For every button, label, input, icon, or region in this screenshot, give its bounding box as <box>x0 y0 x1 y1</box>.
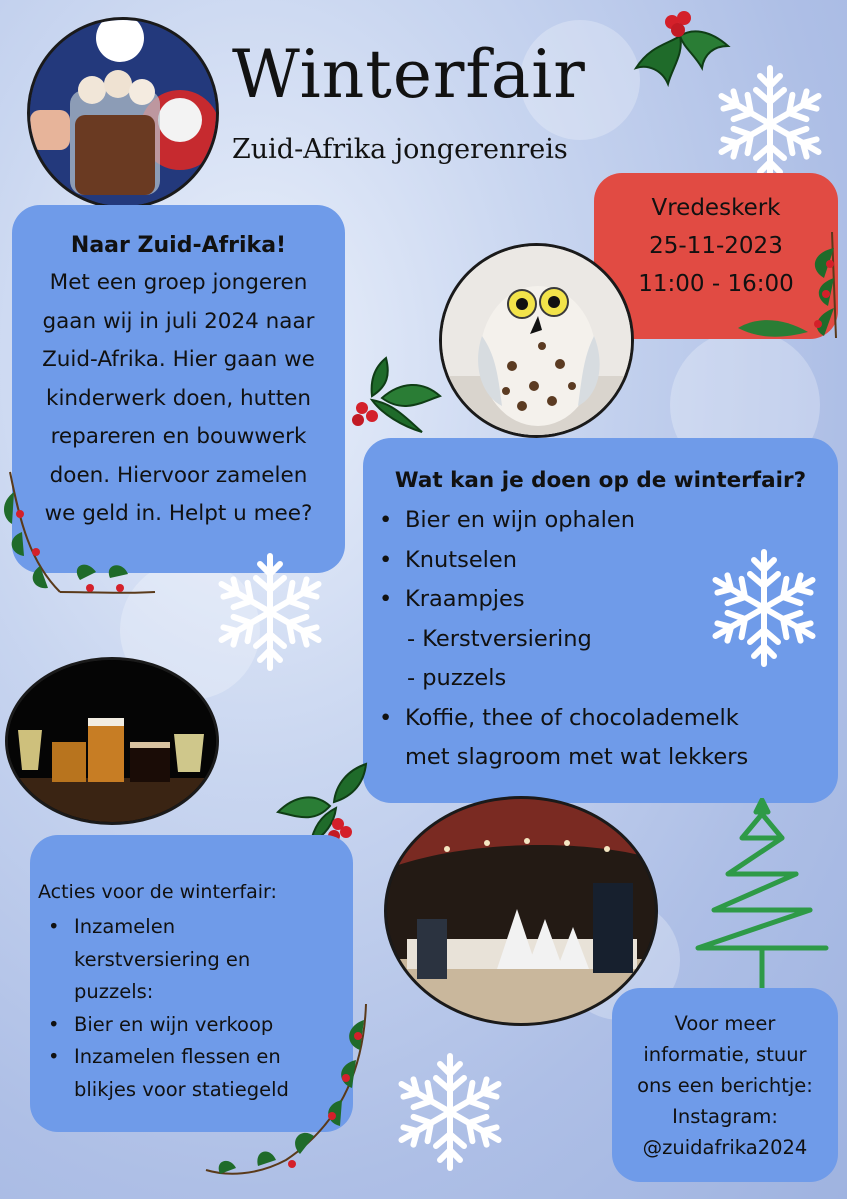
holly-icon <box>0 462 160 602</box>
list-item: • Koffie, thee of chocolademelk <box>405 699 838 739</box>
intro-line: kinderwerk doen, hutten <box>46 385 311 411</box>
list-item-text: puzzels: <box>74 980 154 1003</box>
page-title: Winterfair <box>232 36 586 113</box>
christmas-tree-icon <box>684 798 840 992</box>
instagram-handle: @zuidafrika2024 <box>642 1136 808 1159</box>
contact-line: Instagram: <box>672 1105 778 1128</box>
list-item-text: blikjes voor statiegeld <box>74 1077 289 1101</box>
contact-line: Voor meer <box>674 1012 776 1035</box>
list-item <box>74 911 353 1009</box>
christmas-market-photo <box>384 796 658 1026</box>
list-item: • Bier en wijn ophalen <box>405 501 838 541</box>
contact-line: ons een berichtje: <box>637 1074 813 1097</box>
pinecone-owl-photo <box>439 243 634 438</box>
holly-icon <box>728 228 846 346</box>
snowflake-icon <box>706 60 834 188</box>
snowflake-icon <box>386 1048 514 1176</box>
list-item: • Bier en wijn verkoop <box>74 1009 353 1042</box>
activities-heading: Wat kan je doen op de winterfair? <box>394 468 807 493</box>
contact-box <box>612 988 838 1182</box>
snowflake-icon <box>700 544 828 672</box>
list-item-continued: met slagroom met wat lekkers <box>405 744 749 770</box>
intro-line: Zuid-Afrika. Hier gaan we <box>42 347 315 372</box>
holly-icon <box>342 356 442 440</box>
intro-line: gaan wij in juli 2024 naar <box>42 308 315 334</box>
holly-icon <box>196 1000 376 1180</box>
intro-line: doen. Hiervoor zamelen <box>49 462 308 488</box>
list-item: • Knutselen <box>405 541 838 581</box>
event-date: 25-11-2023 <box>649 233 783 259</box>
snowflake-icon <box>206 548 334 676</box>
page-subtitle: Zuid-Afrika jongerenreis <box>232 134 568 165</box>
event-location: Vredeskerk <box>651 195 781 221</box>
list-subitem: - puzzels <box>407 665 507 691</box>
intro-line: Met een groep jongeren <box>49 270 308 295</box>
list-item-text: kerstversiering en <box>74 947 251 971</box>
list-item-text: Inzamelen <box>74 915 176 938</box>
actions-heading: Acties voor de winterfair: <box>38 881 277 903</box>
event-time: 11:00 - 16:00 <box>638 271 794 297</box>
hot-chocolate-photo <box>27 17 219 209</box>
intro-heading: Naar Zuid-Afrika! <box>70 233 287 258</box>
holly-icon <box>274 762 372 846</box>
drinks-photo <box>5 657 219 825</box>
list-item-text: Inzamelen flessen en <box>74 1045 281 1068</box>
list-item: • Kraampjes <box>405 580 838 620</box>
intro-line: we geld in. Helpt u mee? <box>44 501 313 526</box>
contact-line: informatie, stuur <box>643 1043 807 1066</box>
intro-line: repareren en bouwwerk <box>50 424 307 449</box>
list-subitem: - Kerstversiering <box>407 625 592 652</box>
